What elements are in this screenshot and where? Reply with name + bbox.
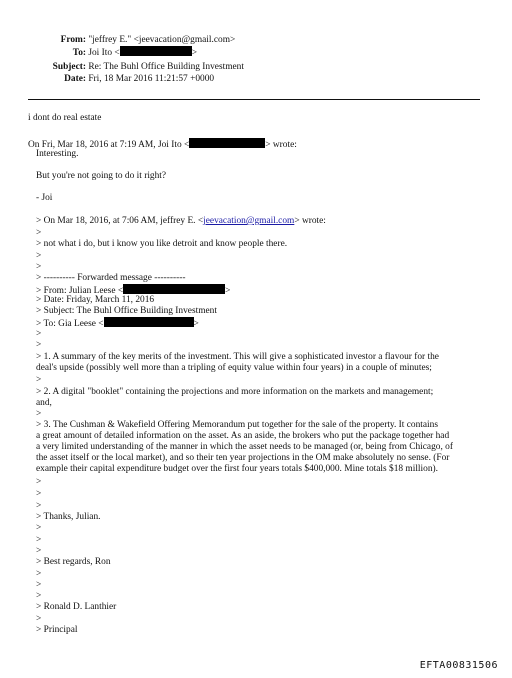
redaction-box	[123, 284, 225, 294]
fwd-from-suffix: >	[225, 286, 231, 296]
subject-label: Subject:	[52, 62, 86, 72]
thanks-line: > Thanks, Julian.	[36, 512, 101, 522]
quote-marker: >	[36, 591, 42, 601]
item-3-line-2: a great amount of detailed information on the asset. As an aside, the brokers who put the package together had	[36, 431, 450, 441]
quote-marker: >	[36, 535, 42, 545]
item-2-line-1: > 2. A digital "booklet" containing the projections and more information on the markets and management;	[36, 387, 434, 397]
forwarded-header: > ---------- Forwarded message ----------	[36, 273, 186, 283]
to-label: To:	[72, 48, 86, 58]
fwd-from-prefix: > From: Julian Leese <	[36, 286, 124, 296]
quote-marker: >	[36, 340, 42, 350]
joi-line-3: - Joi	[36, 193, 53, 203]
quote-marker: >	[36, 375, 42, 385]
forwarded-to	[36, 317, 199, 330]
date-label: Date:	[64, 74, 86, 84]
item-2-line-2: and,	[36, 398, 52, 408]
header-divider	[28, 99, 480, 100]
quote-marker: >	[36, 614, 42, 624]
to-value-prefix: Joi Ito <	[88, 48, 120, 58]
quote-marker: >	[36, 569, 42, 579]
signature-title: > Principal	[36, 625, 78, 635]
quote-attribution-jeffrey	[36, 216, 326, 227]
item-3-line-1: > 3. The Cushman & Wakefield Offering Memorandum put together for the sale of the property. It contains	[36, 420, 438, 430]
subject-value: Re: The Buhl Office Building Investment	[88, 62, 244, 72]
quote-marker: >	[36, 329, 42, 339]
item-3-line-5: example their capital expenditure budget over the first four years totals $400,000. Mine totals $18 million).	[36, 464, 438, 474]
item-1-line-1: > 1. A summary of the key merits of the investment. This will give a sophisticated investor a flavour for the	[36, 352, 439, 362]
document-id: EFTA00831506	[419, 660, 498, 671]
redaction-box	[189, 138, 265, 148]
fwd-to-prefix: > To: Gia Leese <	[36, 319, 104, 329]
quote-marker: >	[36, 251, 42, 261]
reply-text: i dont do real estate	[28, 113, 102, 123]
jeffrey-quote-text: > not what i do, but i know you like detroit and know people there.	[36, 239, 288, 249]
q2-prefix: > On Mar 18, 2016, at 7:06 AM, jeffrey E. <	[36, 216, 204, 226]
redaction-box	[120, 46, 192, 56]
quote-marker: >	[36, 228, 42, 238]
item-3-line-4: the asset itself or the local market), and so their ten year projections in the OM make absolutely no sense. (For	[36, 453, 450, 463]
item-1-line-2: deal's upside (possibly well more than a tripling of equity value within four years) in a couple of minutes;	[36, 363, 432, 373]
signature-name: > Ronald D. Lanthier	[36, 602, 117, 612]
q2-suffix: > wrote:	[294, 216, 326, 226]
forwarded-date: > Date: Friday, March 11, 2016	[36, 295, 155, 305]
from-value: "jeffrey E." <jeevacation@gmail.com>	[88, 35, 236, 45]
quote-marker: >	[36, 477, 42, 487]
to-row	[28, 46, 197, 59]
quote-marker: >	[36, 501, 42, 511]
quote1-prefix: On Fri, Mar 18, 2016 at 7:19 AM, Joi Ito <	[28, 140, 190, 150]
quote-marker: >	[36, 262, 42, 272]
joi-line-1: Interesting.	[36, 149, 79, 159]
quote-marker: >	[36, 546, 42, 556]
quote-marker: >	[36, 580, 42, 590]
fwd-to-suffix: >	[193, 319, 199, 329]
quote-marker: >	[36, 409, 42, 419]
date-value: Fri, 18 Mar 2016 11:21:57 +0000	[88, 74, 215, 84]
redaction-box	[104, 317, 194, 327]
from-label: From:	[60, 35, 86, 45]
joi-line-2: But you're not going to do it right?	[36, 171, 167, 181]
quote-marker: >	[36, 523, 42, 533]
date-row	[28, 73, 214, 85]
email-link[interactable]: jeevacation@gmail.com	[203, 216, 295, 226]
forwarded-subject: > Subject: The Buhl Office Building Investment	[36, 306, 217, 316]
subject-row	[28, 61, 244, 73]
to-value-suffix: >	[191, 48, 197, 58]
quote-marker: >	[36, 489, 42, 499]
regards-line: > Best regards, Ron	[36, 557, 111, 567]
item-3-line-3: a very limited understanding of the manner in which the asset needs to be managed (or, being from Chicago, of	[36, 442, 453, 452]
quote1-suffix: > wrote:	[265, 140, 297, 150]
from-row	[28, 34, 235, 46]
